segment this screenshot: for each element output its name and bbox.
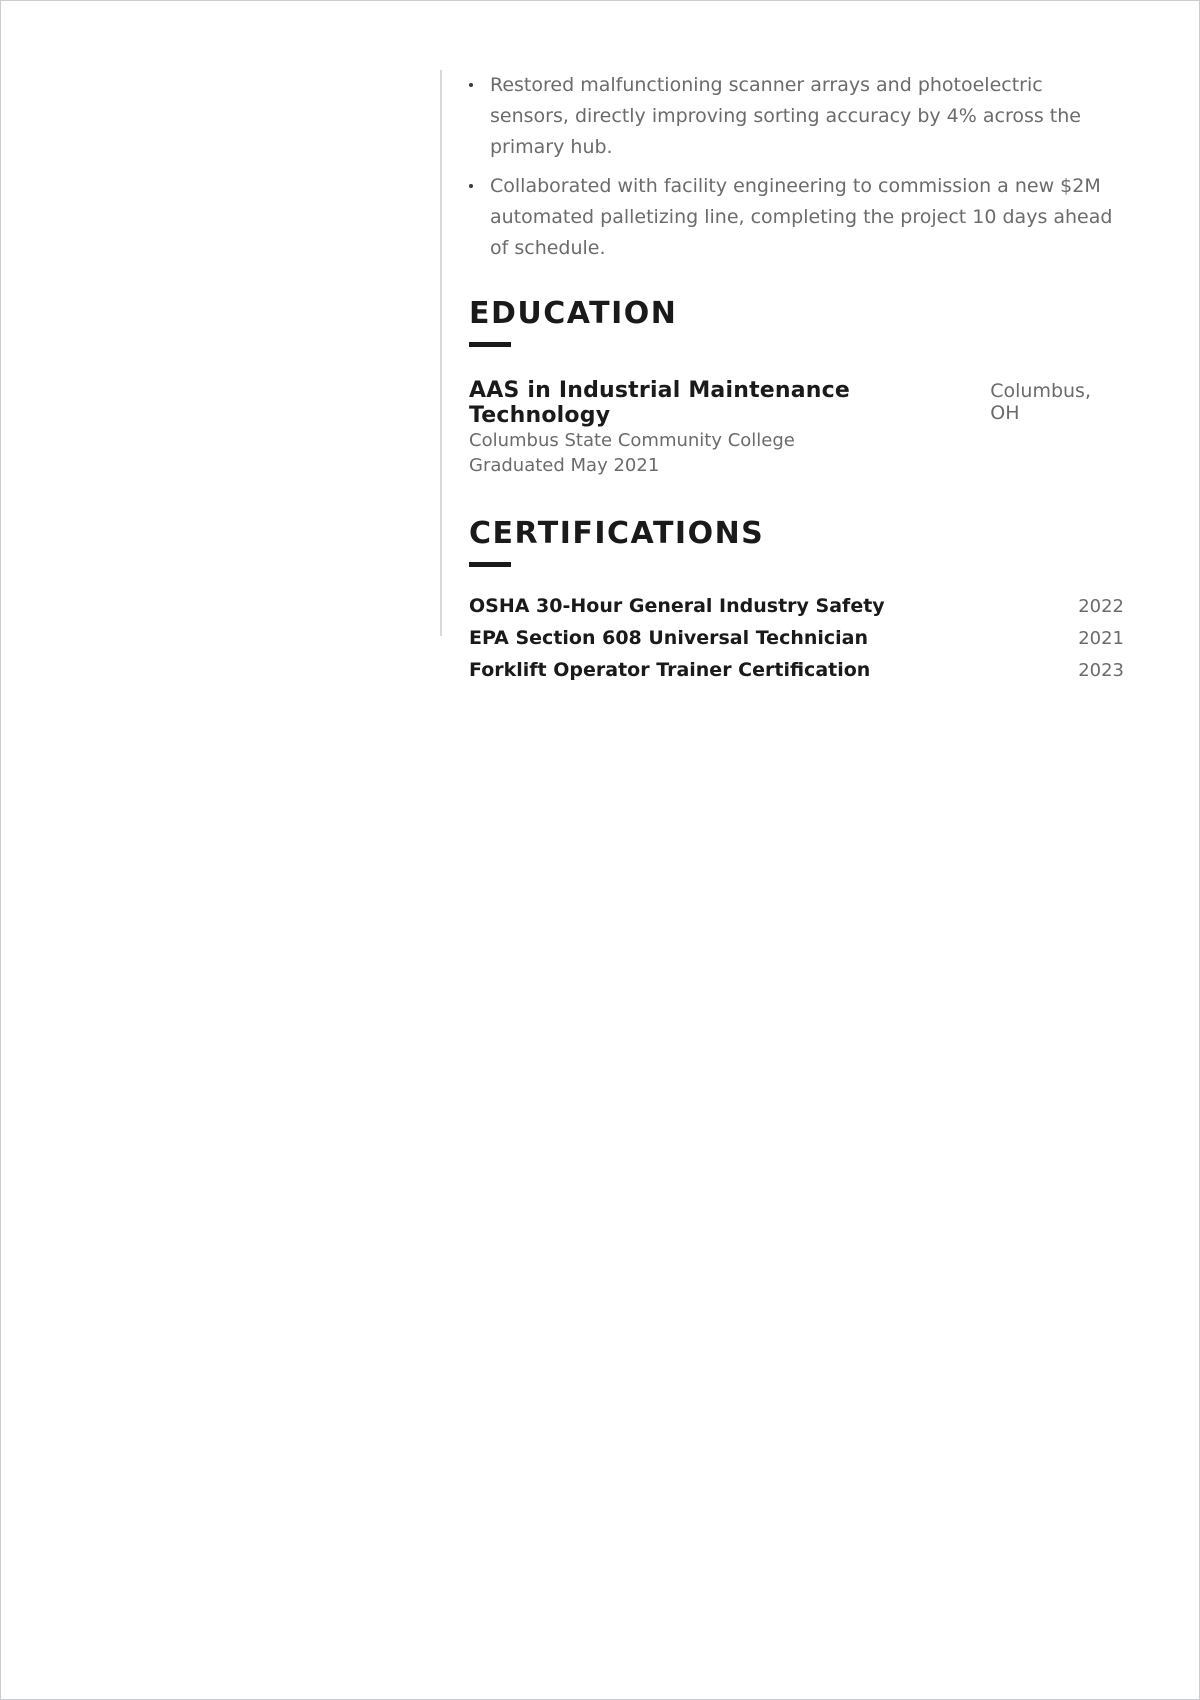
experience-bullet-list bbox=[469, 70, 1124, 264]
certification-year: 2021 bbox=[1078, 628, 1124, 649]
certification-row bbox=[469, 627, 1124, 659]
experience-bullet bbox=[469, 70, 1124, 163]
experience-bullet-text: Restored malfunctioning scanner arrays and photoelectric sensors, directly improving sorting accuracy by 4% across the primary hub. bbox=[490, 74, 1081, 158]
certification-name: EPA Section 608 Universal Technician bbox=[469, 627, 869, 649]
certifications-section bbox=[469, 516, 1124, 691]
main-column bbox=[469, 70, 1124, 691]
certification-year: 2023 bbox=[1078, 660, 1124, 681]
graduation-date: Graduated May 2021 bbox=[469, 455, 660, 476]
certifications-heading-rule bbox=[469, 562, 511, 567]
education-heading: EDUCATION bbox=[469, 296, 678, 331]
degree-title: AAS in Industrial Maintenance Technology bbox=[469, 378, 851, 428]
certification-year: 2022 bbox=[1078, 596, 1124, 617]
education-heading-rule bbox=[469, 342, 511, 347]
certifications-heading: CERTIFICATIONS bbox=[469, 516, 765, 551]
certification-row bbox=[469, 595, 1124, 627]
experience-bullet-text: Collaborated with facility engineering to commission a new $2M automated palletizing line, completing the project 10 days ahead of schedule. bbox=[490, 175, 1113, 259]
certifications-list bbox=[469, 595, 1124, 691]
experience-bullet bbox=[469, 171, 1124, 264]
certification-name: Forklift Operator Trainer Certification bbox=[469, 659, 871, 681]
education-location: Columbus, OH bbox=[990, 380, 1091, 424]
certification-row bbox=[469, 659, 1124, 691]
bullet-icon bbox=[469, 83, 473, 87]
column-divider bbox=[440, 70, 442, 636]
school-name: Columbus State Community College bbox=[469, 430, 795, 451]
bullet-icon bbox=[469, 184, 473, 188]
certification-name: OSHA 30-Hour General Industry Safety bbox=[469, 595, 885, 617]
education-section bbox=[469, 296, 1124, 478]
education-entry bbox=[469, 378, 1124, 478]
